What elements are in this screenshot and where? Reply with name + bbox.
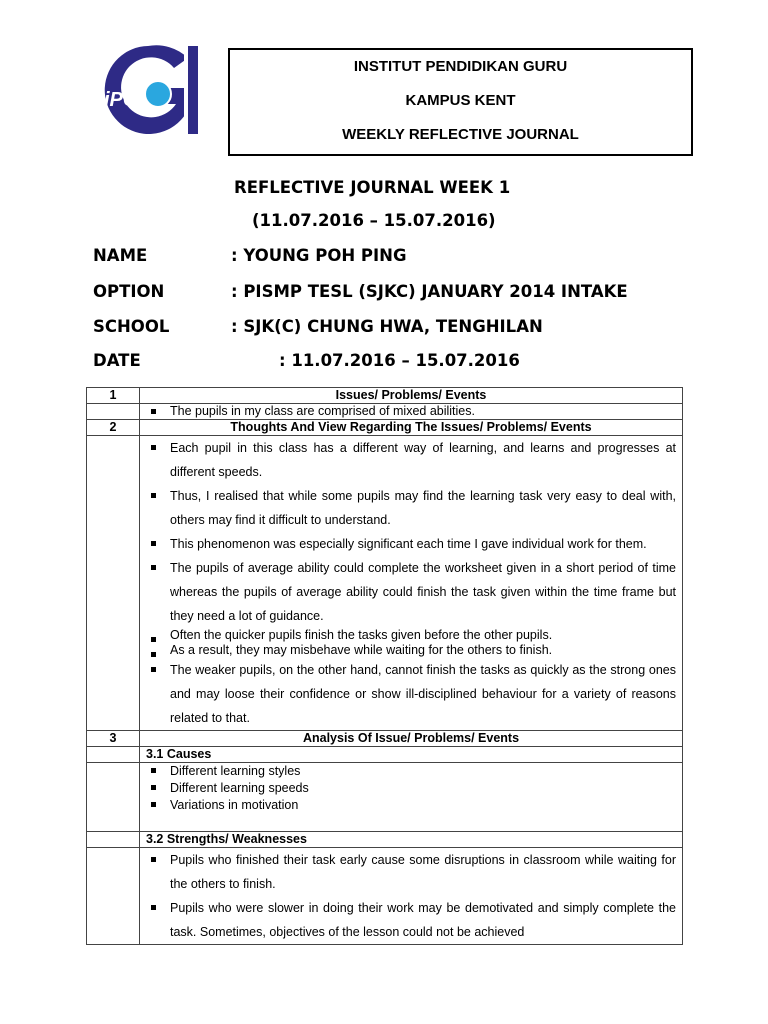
journal-table bbox=[86, 387, 683, 945]
list-item: The pupils in my class are comprised of mixed abilities. bbox=[170, 404, 676, 419]
section-2-body-row bbox=[87, 436, 683, 731]
section-1-header-row bbox=[87, 388, 683, 404]
section-number: 3 bbox=[87, 731, 140, 747]
empty-cell bbox=[87, 848, 140, 945]
section-number: 2 bbox=[87, 420, 140, 436]
date-value: : 11.07.2016 – 15.07.2016 bbox=[279, 351, 520, 370]
journal-title: REFLECTIVE JOURNAL WEEK 1 bbox=[234, 178, 511, 197]
list-item: Different learning speeds bbox=[170, 780, 676, 797]
section-body bbox=[140, 404, 683, 420]
list-item: Pupils who finished their task early cause some disruptions in classroom while waiting for the others to finish. bbox=[170, 848, 676, 896]
strengths-title: 3.2 Strengths/ Weaknesses bbox=[140, 832, 683, 848]
name-value: : YOUNG POH PING bbox=[231, 246, 407, 265]
section-body bbox=[140, 436, 683, 731]
empty-cell bbox=[87, 404, 140, 420]
strengths-body-row bbox=[87, 848, 683, 945]
date-label: DATE bbox=[93, 351, 141, 370]
causes-title-row bbox=[87, 747, 683, 763]
option-label: OPTION bbox=[93, 282, 165, 301]
journal-dates: (11.07.2016 – 15.07.2016) bbox=[252, 211, 496, 230]
list-item: Often the quicker pupils finish the tasks given before the other pupils. bbox=[170, 628, 676, 643]
section-2-header-row bbox=[87, 420, 683, 436]
school-value: : SJK(C) CHUNG HWA, TENGHILAN bbox=[231, 317, 543, 336]
section-heading: Issues/ Problems/ Events bbox=[140, 388, 683, 404]
section-1-body-row bbox=[87, 404, 683, 420]
causes-body bbox=[140, 763, 683, 832]
list-item: The weaker pupils, on the other hand, cannot finish the tasks as quickly as the strong ones and may loose their confidence or show ill-disciplined behaviour for a variety of reasons related to that. bbox=[170, 658, 676, 730]
list-item: As a result, they may misbehave while waiting for the others to finish. bbox=[170, 643, 676, 658]
section-number: 1 bbox=[87, 388, 140, 404]
logo-text: iPG bbox=[104, 89, 139, 111]
list-item: Different learning styles bbox=[170, 763, 676, 780]
strengths-title-row bbox=[87, 832, 683, 848]
journal-type: WEEKLY REFLECTIVE JOURNAL bbox=[342, 126, 579, 143]
list-item: This phenomenon was especially significant each time I gave individual work for them. bbox=[170, 532, 676, 556]
ipg-logo bbox=[96, 42, 200, 134]
empty-cell bbox=[87, 436, 140, 731]
causes-body-row bbox=[87, 763, 683, 832]
section-heading: Thoughts And View Regarding The Issues/ Problems/ Events bbox=[140, 420, 683, 436]
institute-name: INSTITUT PENDIDIKAN GURU bbox=[353, 58, 568, 75]
strengths-body bbox=[140, 848, 683, 945]
section-heading: Analysis Of Issue/ Problems/ Events bbox=[140, 731, 683, 747]
option-value: : PISMP TESL (SJKC) JANUARY 2014 INTAKE bbox=[231, 282, 628, 301]
list-item: The pupils of average ability could complete the worksheet given in a short period of time whereas the pupils of average ability could finish the task given within the time frame but they need a lot of guidance. bbox=[170, 556, 676, 628]
school-label: SCHOOL bbox=[93, 317, 170, 336]
empty-cell bbox=[87, 832, 140, 848]
list-item: Variations in motivation bbox=[170, 797, 676, 814]
list-item: Each pupil in this class has a different way of learning, and learns and progresses at different speeds. bbox=[170, 436, 676, 484]
list-item: Pupils who were slower in doing their work may be demotivated and simply complete the task. Sometimes, objectives of the lesson could not be achieved bbox=[170, 896, 676, 944]
empty-cell bbox=[87, 763, 140, 832]
causes-title: 3.1 Causes bbox=[140, 747, 683, 763]
list-item: Thus, I realised that while some pupils may find the learning task very easy to deal with, others may find it difficult to understand. bbox=[170, 484, 676, 532]
title-box bbox=[228, 48, 693, 156]
campus-name: KAMPUS KENT bbox=[405, 92, 516, 109]
name-label: NAME bbox=[93, 246, 148, 265]
empty-cell bbox=[87, 747, 140, 763]
section-3-header-row bbox=[87, 731, 683, 747]
